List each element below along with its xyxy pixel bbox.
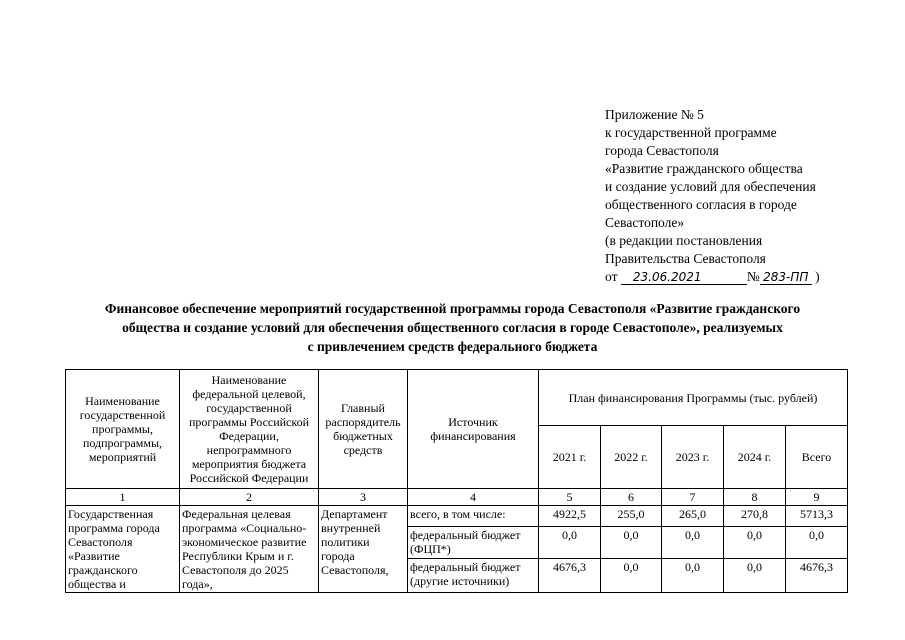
appendix-line: и создание условий для обеспечения [605, 179, 816, 194]
header-year: 2024 г. [724, 426, 786, 489]
appendix-line: к государственной программе [605, 125, 777, 140]
source-cell: федеральный бюджет (другие источники) [408, 558, 539, 592]
value-cell: 4922,5 [539, 506, 601, 527]
appendix-line: общественного согласия в городе [605, 197, 797, 212]
value-cell: 5713,3 [786, 506, 848, 527]
source-cell: всего, в том числе: [408, 506, 539, 527]
value-cell: 0,0 [662, 526, 724, 558]
header-plan: План финансирования Программы (тыс. рублей) [539, 370, 848, 426]
program-name: Государственная программа города Севастополя «Развитие гражданского общества и [66, 506, 180, 593]
column-numbers-row [66, 489, 848, 506]
document-title [40, 299, 865, 356]
column-number: 9 [786, 489, 848, 506]
number-label: № [746, 269, 760, 284]
value-cell: 270,8 [724, 506, 786, 527]
header-row [66, 370, 848, 426]
decree-number: 283-ПП [760, 270, 812, 285]
appendix-line: (в редакции постановления [605, 233, 763, 248]
header-name: Наименование государственной программы, подпрограммы, мероприятий [66, 370, 180, 489]
appendix-line: Приложение № 5 [605, 107, 704, 122]
value-cell: 0,0 [662, 558, 724, 592]
value-cell: 0,0 [601, 558, 662, 592]
from-label: от [605, 269, 618, 284]
column-number: 3 [319, 489, 408, 506]
close-paren: ) [815, 269, 820, 284]
column-number: 1 [66, 489, 180, 506]
value-cell: 0,0 [724, 558, 786, 592]
value-cell: 0,0 [724, 526, 786, 558]
column-number: 2 [180, 489, 319, 506]
header-federal: Наименование федеральной целевой, государственной программы Российской Федерации, непрограммного мероприятия бюджета Российской Федерации [180, 370, 319, 489]
budget-manager: Департамент внутренней политики города Севастополя, [319, 506, 408, 593]
appendix-line: «Развитие гражданского общества [605, 161, 803, 176]
header-manager: Главный распорядитель бюджетных средств [319, 370, 408, 489]
header-year: 2021 г. [539, 426, 601, 489]
title-line: с привлечением средств федерального бюджета [307, 339, 598, 354]
table-row [66, 506, 848, 527]
value-cell: 265,0 [662, 506, 724, 527]
appendix-line: Правительства Севастополя [605, 251, 766, 266]
column-number: 8 [724, 489, 786, 506]
header-total: Всего [786, 426, 848, 489]
appendix-line: Севастополе» [605, 215, 685, 230]
decree-line [605, 268, 895, 286]
value-cell: 4676,3 [539, 558, 601, 592]
decree-date: 23.06.2021 [621, 270, 747, 285]
source-cell: федеральный бюджет (ФЦП*) [408, 526, 539, 558]
column-number: 5 [539, 489, 601, 506]
value-cell: 0,0 [539, 526, 601, 558]
value-cell: 0,0 [786, 526, 848, 558]
appendix-line: города Севастополя [605, 143, 719, 158]
financing-table [65, 369, 848, 593]
title-line: Финансовое обеспечение мероприятий государственной программы города Севастополя «Развитие гражданского [104, 301, 801, 316]
column-number: 6 [601, 489, 662, 506]
federal-program: Федеральная целевая программа «Социально-экономическое развитие Республики Крым и г. Севастополя до 2025 года», [180, 506, 319, 593]
value-cell: 0,0 [601, 526, 662, 558]
value-cell: 255,0 [601, 506, 662, 527]
header-source: Источник финансирования [408, 370, 539, 489]
header-year: 2023 г. [662, 426, 724, 489]
title-line: общества и создание условий для обеспечения общественного согласия в городе Севастополе», реализуемых [122, 320, 783, 335]
appendix-block [605, 106, 895, 286]
column-number: 7 [662, 489, 724, 506]
column-number: 4 [408, 489, 539, 506]
header-year: 2022 г. [601, 426, 662, 489]
value-cell: 4676,3 [786, 558, 848, 592]
